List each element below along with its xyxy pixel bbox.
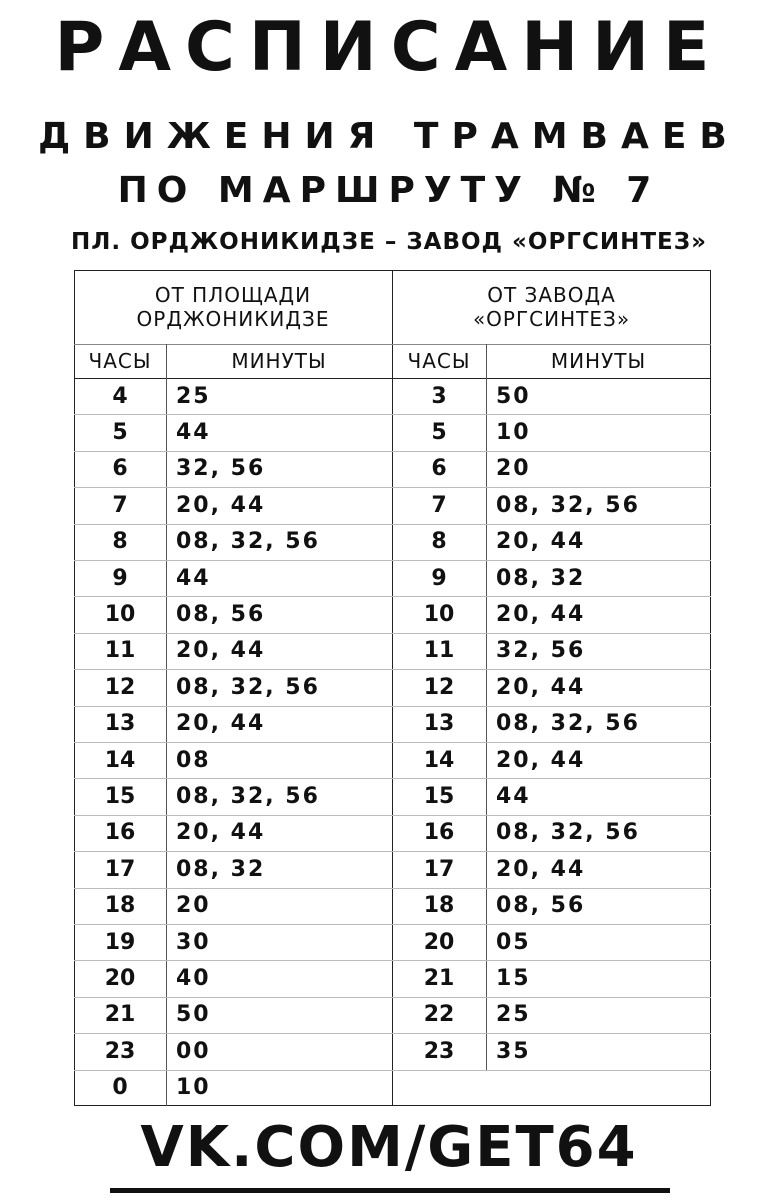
right-direction-heading-line1: ОТ ЗАВОДА <box>487 283 616 307</box>
row-separator <box>74 888 711 889</box>
row-separator <box>74 487 711 488</box>
left-hour-cell: 14 <box>104 747 136 773</box>
left-hour-cell: 18 <box>104 893 136 919</box>
row-separator <box>74 851 711 852</box>
left-minutes-cell: 20, 44 <box>176 638 266 664</box>
left-minutes-cell: 30 <box>176 929 211 955</box>
right-minutes-cell: 20 <box>496 456 531 482</box>
right-minutes-cell: 50 <box>496 383 531 409</box>
right-hour-cell: 8 <box>431 529 447 555</box>
left-hours-label: ЧАСЫ <box>88 349 152 373</box>
row-separator <box>74 596 711 597</box>
right-hour-cell: 9 <box>431 565 447 591</box>
row-separator <box>74 706 711 707</box>
left-hour-cell: 0 <box>112 1075 128 1101</box>
right-minutes-cell: 08, 32, 56 <box>496 820 640 846</box>
right-hour-cell: 7 <box>431 492 447 518</box>
row-separator <box>74 924 711 925</box>
right-direction-heading <box>392 270 711 344</box>
left-direction-heading <box>74 270 392 344</box>
right-minutes-cell: 08, 32, 56 <box>496 492 640 518</box>
left-minutes-cell: 44 <box>176 420 211 446</box>
right-minutes-cell: 20, 44 <box>496 747 586 773</box>
left-hour-cell: 9 <box>112 565 128 591</box>
right-minutes-cell: 35 <box>496 1038 531 1064</box>
row-separator <box>74 778 711 779</box>
left-minutes-cell: 50 <box>176 1002 211 1028</box>
left-hour-cell: 10 <box>104 602 136 628</box>
left-minutes-label: МИНУТЫ <box>231 349 327 373</box>
left-hour-cell: 7 <box>112 492 128 518</box>
left-minutes-cell: 00 <box>176 1038 211 1064</box>
right-hour-cell: 5 <box>431 420 447 446</box>
right-hours-label: ЧАСЫ <box>407 349 471 373</box>
schedule-title: РАСПИСАНИЕ <box>54 8 724 87</box>
right-hour-cell: 3 <box>431 383 447 409</box>
left-minutes-cell: 44 <box>176 565 211 591</box>
left-hour-cell: 8 <box>112 529 128 555</box>
left-minutes-cell: 08 <box>176 747 211 773</box>
table-center-divider <box>392 270 393 1106</box>
right-minutes-cell: 08, 32, 56 <box>496 711 640 737</box>
right-minutes-cell: 05 <box>496 929 531 955</box>
row-separator <box>74 742 711 743</box>
right-minutes-cell: 20, 44 <box>496 529 586 555</box>
right-direction-heading-line2: «ОРГСИНТЕЗ» <box>472 307 631 331</box>
left-minutes-cell: 08, 32, 56 <box>176 674 320 700</box>
left-hour-cell: 19 <box>104 929 136 955</box>
left-hour-cell: 13 <box>104 711 136 737</box>
left-hour-cell: 20 <box>104 966 136 992</box>
schedule-route-number: ПО МАРШРУТУ № 7 <box>117 170 661 211</box>
left-hour-cell: 15 <box>104 784 136 810</box>
right-minutes-cell: 08, 32 <box>496 565 586 591</box>
right-minutes-cell: 10 <box>496 420 531 446</box>
schedule-subtitle-line2: ДВИЖЕНИЯ ТРАМВАЕВ <box>38 116 740 157</box>
row-separator <box>74 633 711 634</box>
left-minutes-cell: 25 <box>176 383 211 409</box>
row-separator <box>74 451 711 452</box>
table-border-right <box>710 270 711 1106</box>
left-hour-cell: 4 <box>112 383 128 409</box>
row-separator <box>74 414 711 415</box>
left-minutes-cell: 40 <box>176 966 211 992</box>
right-hour-cell: 12 <box>423 674 455 700</box>
left-hour-cell: 5 <box>112 420 128 446</box>
right-hour-cell: 10 <box>423 602 455 628</box>
right-hour-cell: 17 <box>423 856 455 882</box>
table-subheader-top <box>74 344 711 345</box>
right-minutes-cell: 32, 56 <box>496 638 586 664</box>
schedule-table <box>74 270 711 1106</box>
left-minutes-cell: 32, 56 <box>176 456 266 482</box>
left-minutes-cell: 20, 44 <box>176 492 266 518</box>
row-separator <box>74 524 711 525</box>
footer-url: VK.COM/GET64 <box>140 1115 638 1180</box>
right-minutes-cell: 20, 44 <box>496 674 586 700</box>
right-hour-cell: 23 <box>423 1038 455 1064</box>
row-separator <box>74 997 711 998</box>
footer-underline <box>110 1188 670 1193</box>
row-separator <box>74 1070 711 1071</box>
right-hour-cell: 16 <box>423 820 455 846</box>
right-minutes-label: МИНУТЫ <box>550 349 647 373</box>
schedule-route-endpoints: ПЛ. ОРДЖОНИКИДЗЕ – ЗАВОД «ОРГСИНТЕЗ» <box>71 229 707 255</box>
left-hour-cell: 16 <box>104 820 136 846</box>
right-minutes-cell: 20, 44 <box>496 602 586 628</box>
right-hour-cell: 14 <box>423 747 455 773</box>
left-minutes-cell: 20, 44 <box>176 820 266 846</box>
right-hour-cell: 11 <box>423 638 455 664</box>
right-minutes-cell: 44 <box>496 784 531 810</box>
right-hour-cell: 20 <box>423 929 455 955</box>
row-separator <box>74 669 711 670</box>
left-hours-divider <box>166 344 167 1106</box>
row-separator <box>74 960 711 961</box>
right-minutes-cell: 20, 44 <box>496 856 586 882</box>
row-separator <box>74 1033 711 1034</box>
left-minutes-cell: 20, 44 <box>176 711 266 737</box>
right-hour-cell: 22 <box>423 1002 455 1028</box>
right-hour-cell: 13 <box>423 711 455 737</box>
left-minutes-cell: 08, 32, 56 <box>176 529 320 555</box>
right-hour-cell: 15 <box>423 784 455 810</box>
right-minutes-cell: 08, 56 <box>496 893 586 919</box>
left-direction-heading-line2: ОРДЖОНИКИДЗЕ <box>136 307 330 331</box>
left-hour-cell: 12 <box>104 674 136 700</box>
row-separator <box>74 815 711 816</box>
row-separator <box>74 560 711 561</box>
left-hour-cell: 11 <box>104 638 136 664</box>
table-subheader-bottom <box>74 378 711 379</box>
right-minutes-cell: 15 <box>496 966 531 992</box>
right-minutes-cell: 25 <box>496 1002 531 1028</box>
left-hour-cell: 21 <box>104 1002 136 1028</box>
left-direction-heading-line1: ОТ ПЛОЩАДИ <box>154 283 312 307</box>
left-minutes-cell: 08, 32 <box>176 856 266 882</box>
left-minutes-cell: 08, 32, 56 <box>176 784 320 810</box>
table-border-left <box>74 270 75 1106</box>
left-hour-cell: 6 <box>112 456 128 482</box>
right-hour-cell: 21 <box>423 966 455 992</box>
left-minutes-cell: 10 <box>176 1075 211 1101</box>
left-minutes-cell: 08, 56 <box>176 602 266 628</box>
right-hour-cell: 18 <box>423 893 455 919</box>
left-minutes-cell: 20 <box>176 893 211 919</box>
right-hour-cell: 6 <box>431 456 447 482</box>
left-hour-cell: 23 <box>104 1038 136 1064</box>
left-hour-cell: 17 <box>104 856 136 882</box>
